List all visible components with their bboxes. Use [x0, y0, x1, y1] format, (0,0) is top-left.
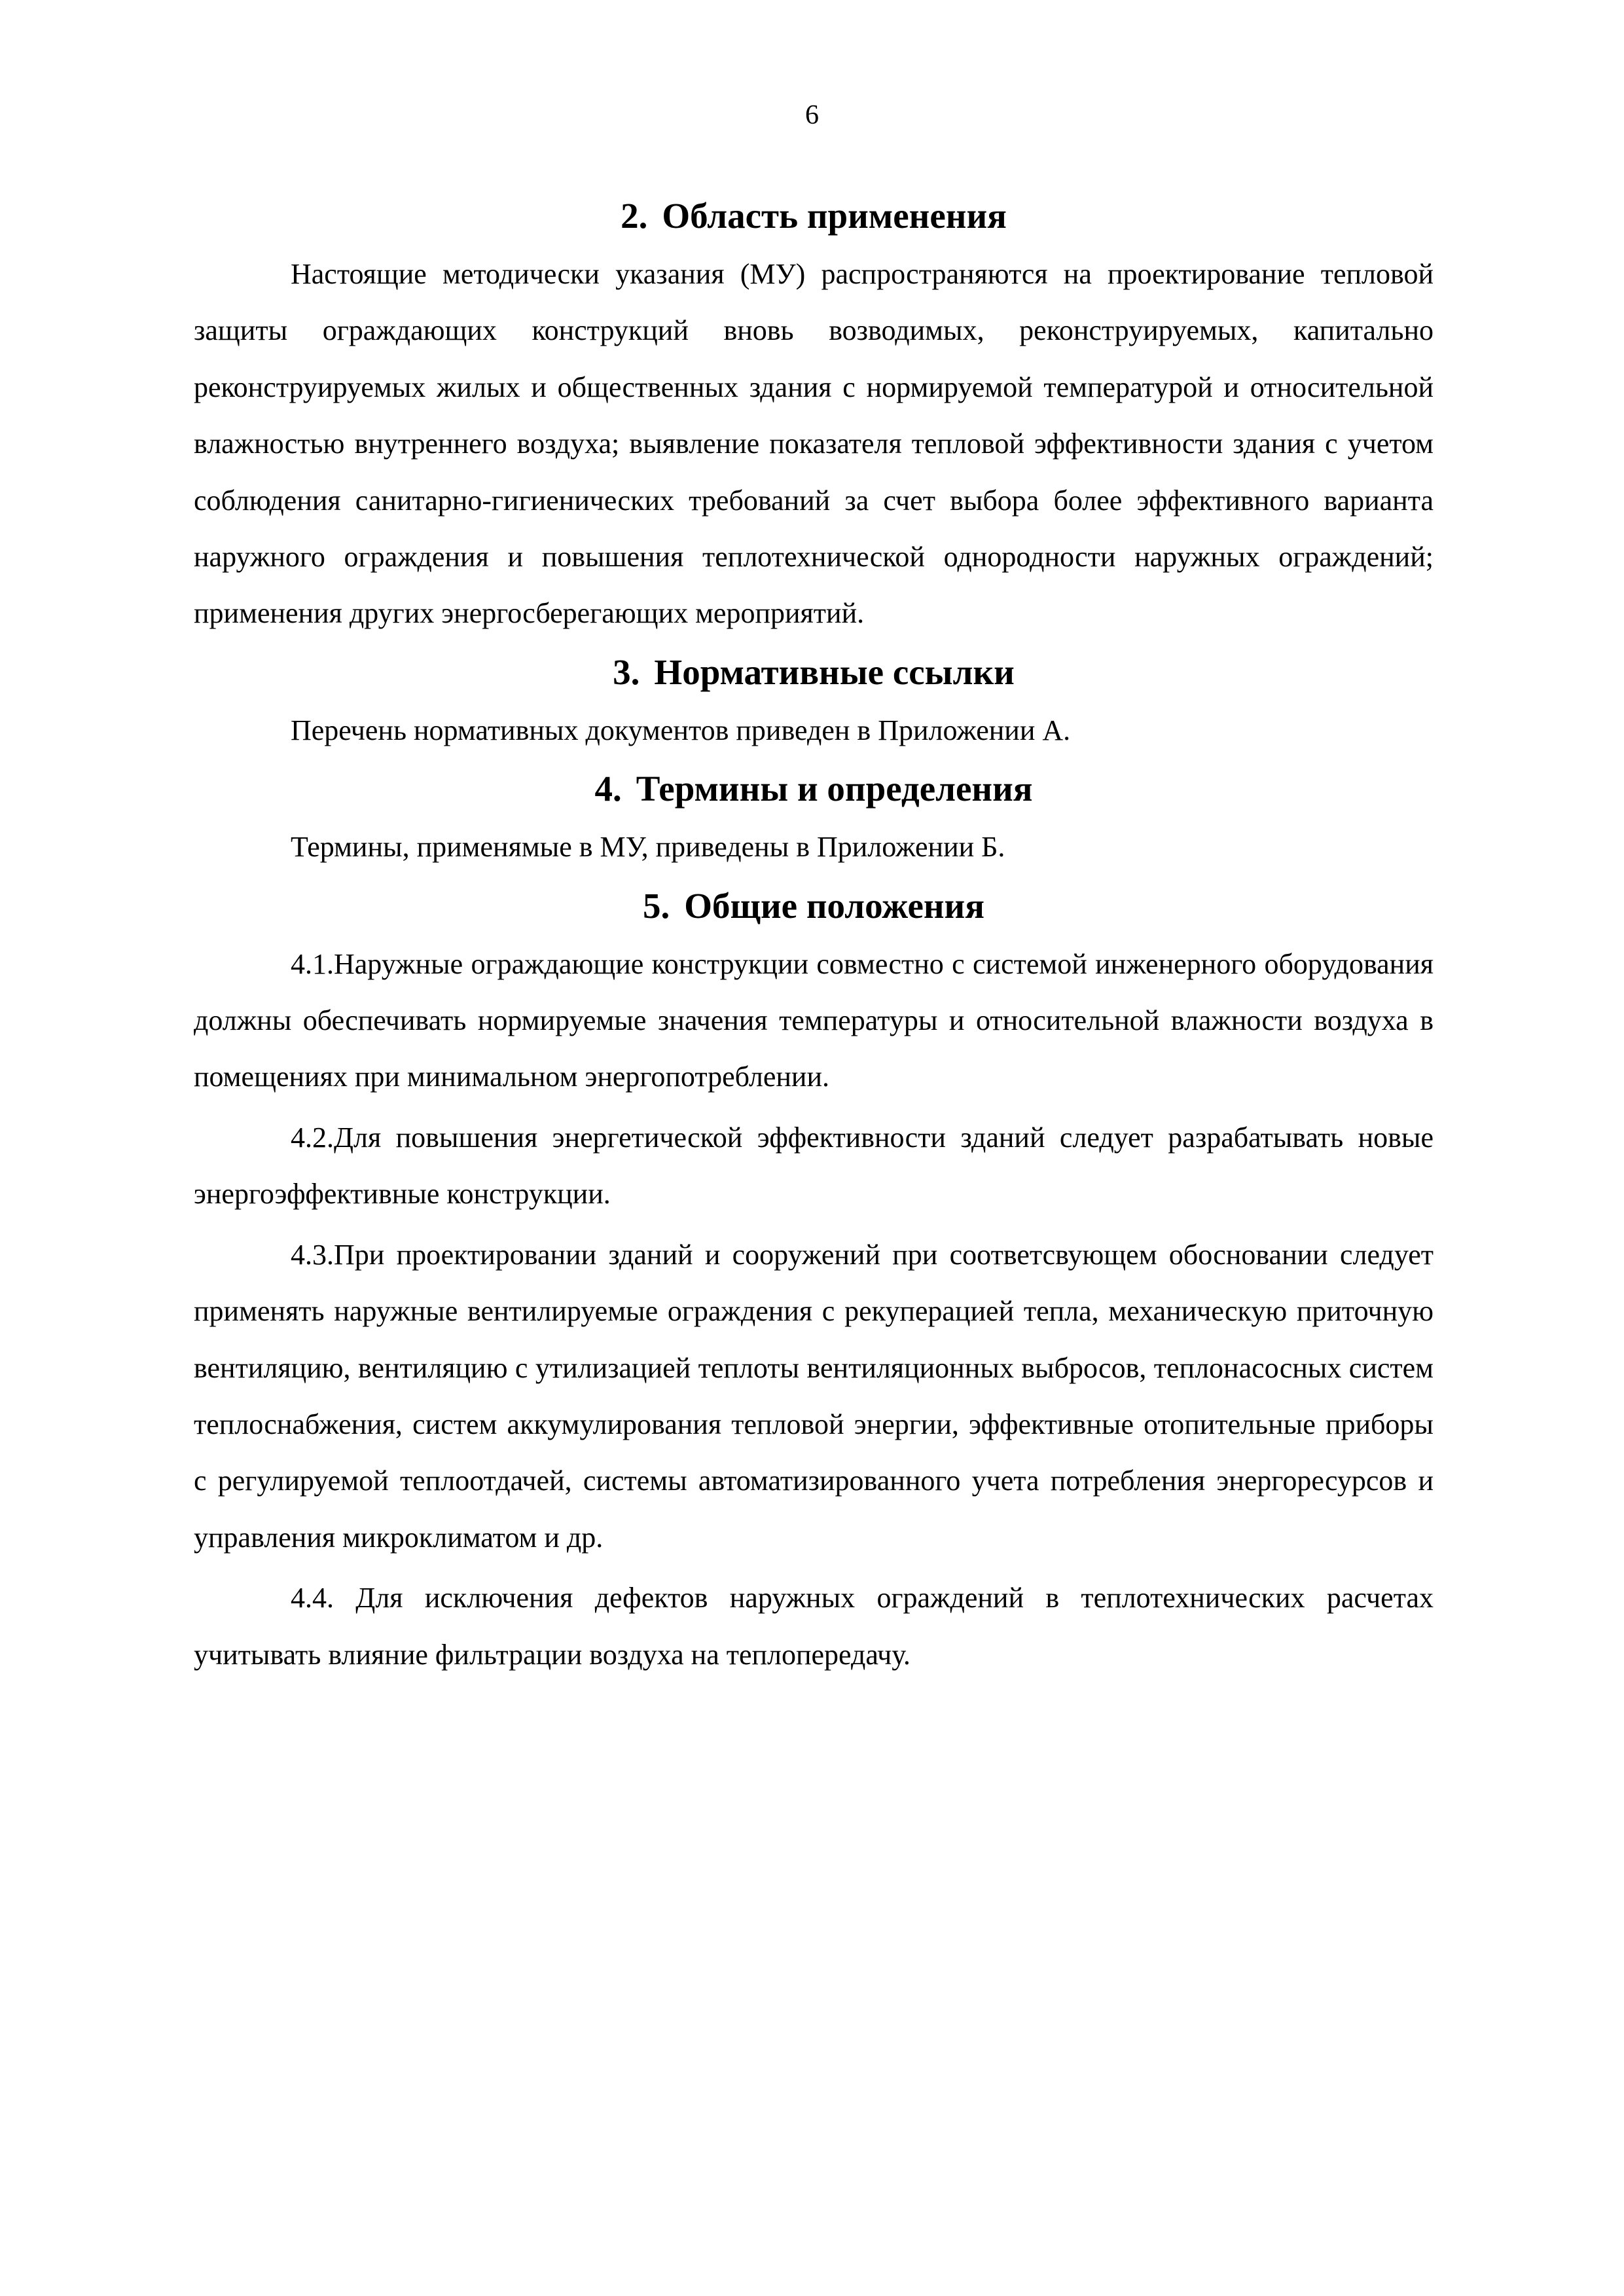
- paragraph-4-2: 4.2.Для повышения энергетической эффективности зданий следует разрабатывать новые энергоэффективные конструкции.: [194, 1121, 1434, 1211]
- section-title: Термины и определения: [636, 769, 1033, 809]
- section-number: 4.: [594, 769, 622, 809]
- section-number: 3.: [613, 651, 640, 692]
- paragraph-normative-references: Перечень нормативных документов приведен в Приложении А.: [291, 714, 1071, 746]
- section-number: 5.: [643, 885, 670, 926]
- paragraph-terms: Термины, применямые в МУ, приведены в Приложении Б.: [291, 831, 1005, 864]
- section-heading-general-provisions: [194, 880, 1434, 932]
- section-title: Нормативные ссылки: [654, 651, 1015, 692]
- section-title: Область применения: [662, 196, 1007, 236]
- paragraph-4-4: 4.4. Для исключения дефектов наружных ограждений в теплотехнических расчетах учитывать влияние фильтрации воздуха на теплопередачу.: [194, 1582, 1434, 1671]
- paragraph-4-3: 4.3.При проектировании зданий и сооружений при соответсвующем обосновании следует применять наружные вентилируемые ограждения с рекуперацией тепла, механическую приточную вентиляцию, вентиляцию с утилизацией теплоты вентиляционных выбросов, теплонасосных систем теплоснабжения, систем аккумулирования тепловой энергии, эффективные отопительные приборы с регулируемой теплоотдачей, системы автоматизированного учета потребления энергоресурсов и управления микроклиматом и др.: [194, 1238, 1434, 1554]
- section-number: 2.: [621, 196, 648, 236]
- section-heading-terms: [194, 763, 1434, 815]
- page-number: 6: [805, 100, 819, 130]
- paragraph-scope: Настоящие методически указания (МУ) распространяются на проектирование тепловой защиты ограждающих конструкций вновь возводимых, реконструируемых, капитально реконструируемых жилых и общественных здания с нормируемой температурой и относительной влажностью внутреннего воздуха; выявление показателя тепловой эффективности здания с учетом соблюдения санитарно-гигиенических требований за счет выбора более эффективного варианта наружного ограждения и повышения теплотехнической однородности наружных ограждений; применения других энергосберегающих мероприятий.: [194, 258, 1434, 630]
- section-heading-scope: [194, 190, 1434, 242]
- paragraph-4-1: 4.1.Наружные ограждающие конструкции совместно с системой инженерного оборудования должны обеспечивать нормируемые значения температуры и относительной влажности воздуха в помещениях при минимальном энергопотреблении.: [194, 947, 1434, 1093]
- section-heading-normative-references: [194, 646, 1434, 699]
- page-content: [194, 190, 1434, 1687]
- section-title: Общие положения: [684, 885, 984, 926]
